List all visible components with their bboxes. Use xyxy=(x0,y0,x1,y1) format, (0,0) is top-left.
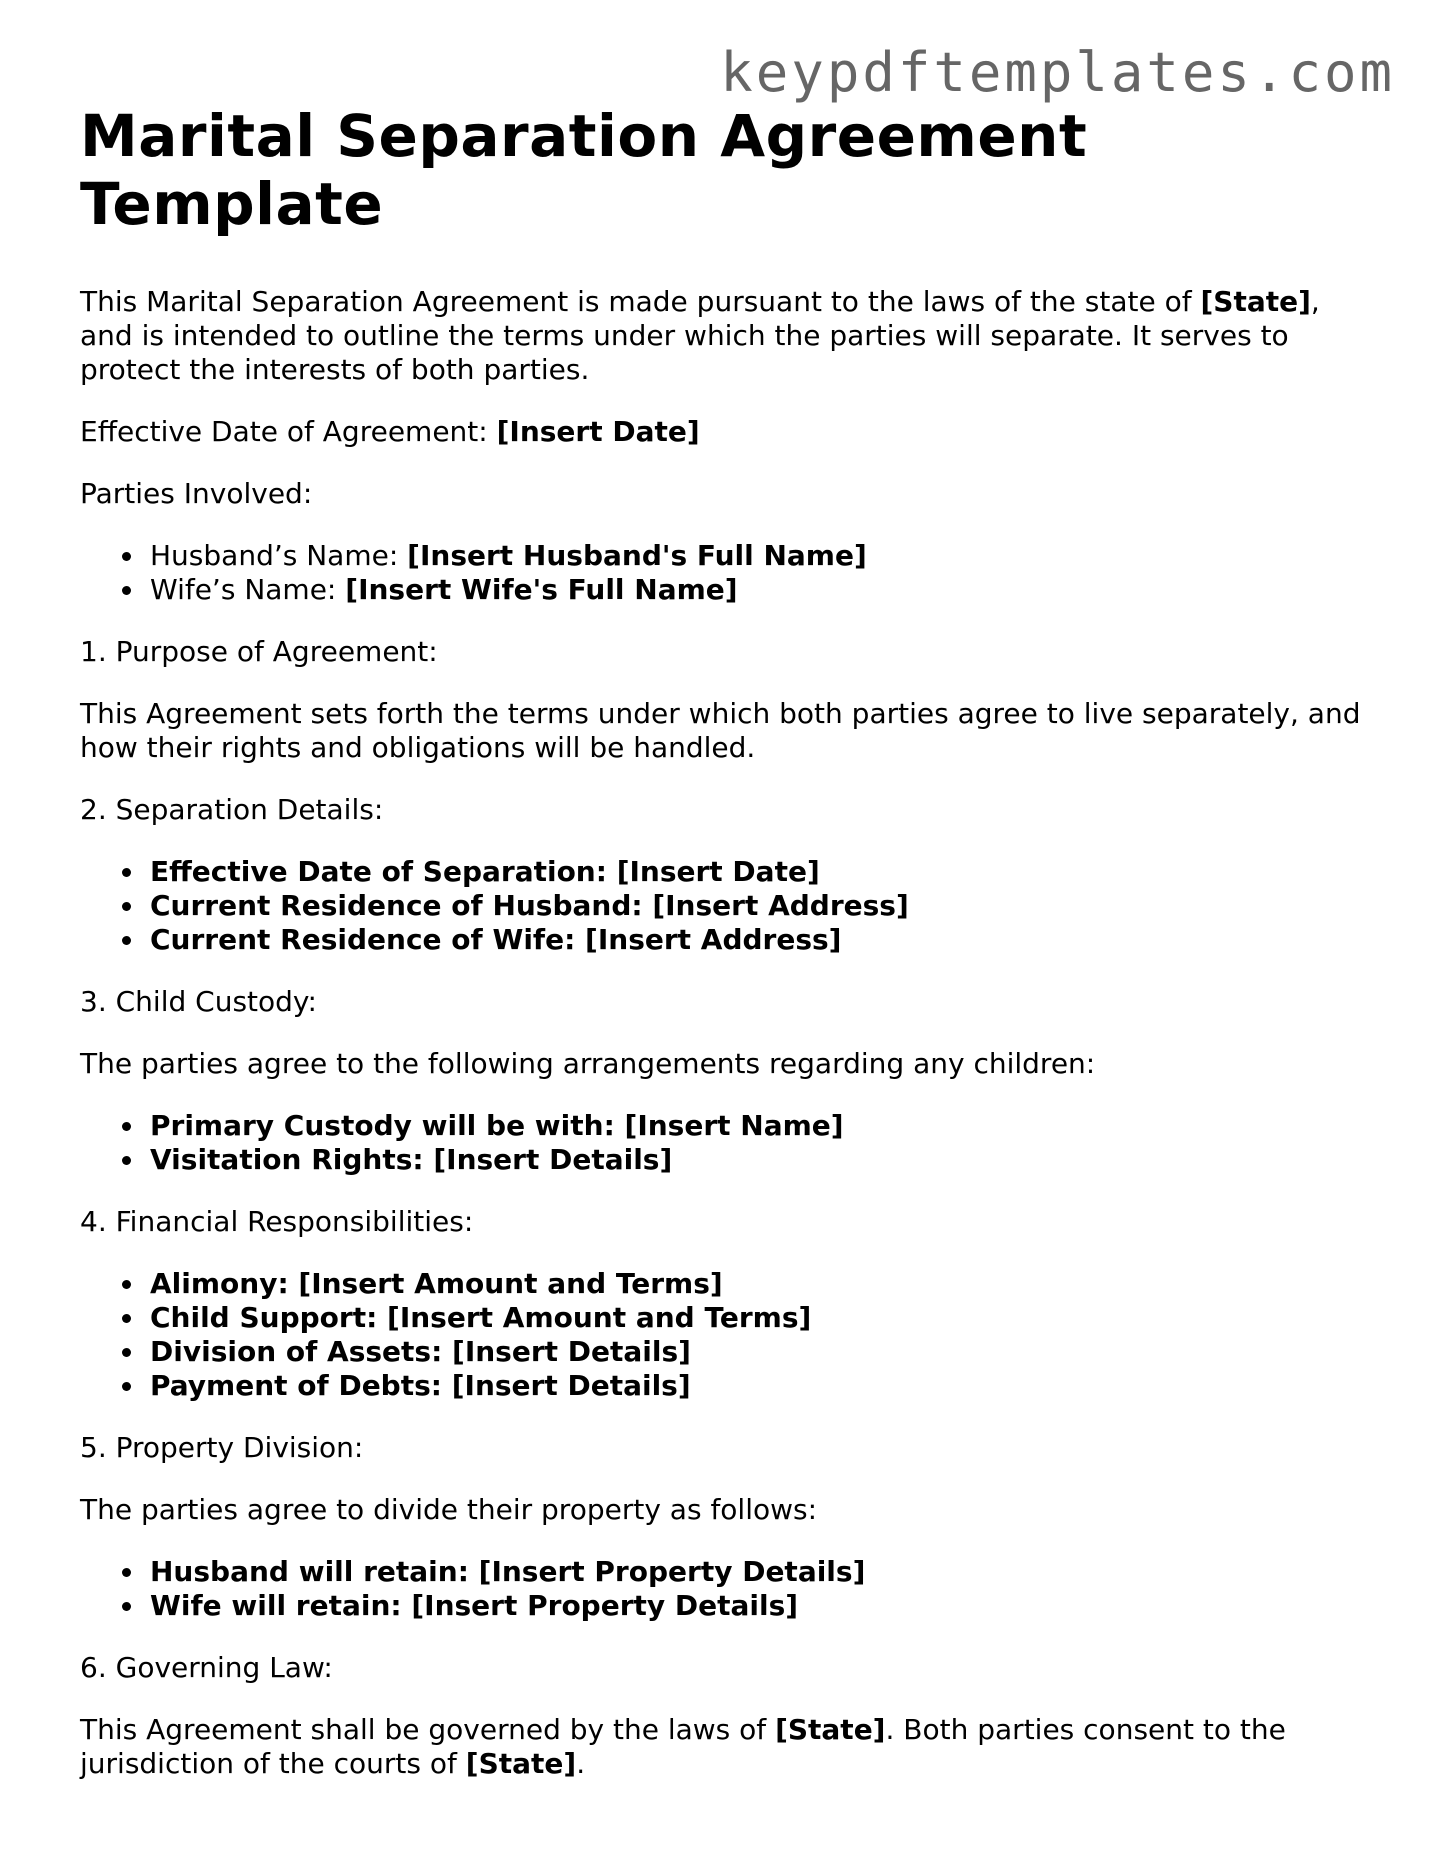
document-page xyxy=(80,102,1370,1809)
husband-label: Husband’s Name: xyxy=(150,539,408,572)
section-6-text-3: . xyxy=(576,1747,586,1780)
list-item: Husband will retain: [Insert Property Details] xyxy=(150,1555,1370,1589)
effective-date-line xyxy=(80,415,1370,449)
section-6-body xyxy=(80,1713,1370,1781)
list-item: Effective Date of Separation: [Insert Date] xyxy=(150,855,1370,889)
list-item: Alimony: [Insert Amount and Terms] xyxy=(150,1267,1370,1301)
section-6-state-1: [State] xyxy=(775,1713,886,1746)
intro-text-before: This Marital Separation Agreement is made pursuant to the laws of the state of xyxy=(80,285,1201,318)
wife-label: Wife’s Name: xyxy=(150,573,346,606)
section-5-body: The parties agree to divide their property as follows: xyxy=(80,1493,818,1526)
section-4-heading: 4. Financial Responsibilities: xyxy=(80,1205,474,1238)
list-item: Primary Custody will be with: [Insert Name] xyxy=(150,1109,1370,1143)
intro-state-placeholder: [State] xyxy=(1200,285,1311,318)
section-3-heading: 3. Child Custody: xyxy=(80,985,317,1018)
watermark: keypdftemplates.com xyxy=(720,41,1395,104)
section-2-heading: 2. Separation Details: xyxy=(80,793,384,826)
parties-heading: Parties Involved: xyxy=(80,477,313,510)
list-item: Child Support: [Insert Amount and Terms] xyxy=(150,1301,1370,1335)
section-6-heading: 6. Governing Law: xyxy=(80,1651,333,1684)
list-item: Wife will retain: [Insert Property Details] xyxy=(150,1589,1370,1623)
section-6-state-2: [State] xyxy=(465,1747,577,1780)
effective-date-value: [Insert Date] xyxy=(496,415,700,448)
section-3-list xyxy=(80,1109,1370,1177)
list-item: Visitation Rights: [Insert Details] xyxy=(150,1143,1370,1177)
list-item: Current Residence of Wife: [Insert Address] xyxy=(150,923,1370,957)
section-6-text-1: This Agreement shall be governed by the laws of xyxy=(80,1713,776,1746)
section-3-body: The parties agree to the following arrangements regarding any children: xyxy=(80,1047,1096,1080)
section-5-heading: 5. Property Division: xyxy=(80,1431,364,1464)
list-item: Payment of Debts: [Insert Details] xyxy=(150,1369,1370,1403)
section-6-text-2: . Both parties consent to the jurisdiction of the courts of xyxy=(80,1713,1286,1780)
section-5-list xyxy=(80,1555,1370,1623)
section-2-list xyxy=(80,855,1370,957)
parties-list xyxy=(80,539,1370,607)
list-item: Current Residence of Husband: [Insert Address] xyxy=(150,889,1370,923)
section-4-list xyxy=(80,1267,1370,1403)
intro-text-after: , and is intended to outline the terms under which the parties will separate. It serves to protect the interests of both parties. xyxy=(80,285,1320,386)
document-title: Marital Separation Agreement Template xyxy=(80,102,1088,238)
list-item: Division of Assets: [Insert Details] xyxy=(150,1335,1370,1369)
section-1-body: This Agreement sets forth the terms under which both parties agree to live separately, and how their rights and obligations will be handled. xyxy=(80,697,1361,764)
husband-value: [Insert Husband's Full Name] xyxy=(407,539,867,572)
intro-paragraph xyxy=(80,285,1370,387)
list-item-wife xyxy=(150,573,1370,607)
list-item-husband xyxy=(150,539,1370,573)
effective-date-label: Effective Date of Agreement: xyxy=(80,415,497,448)
wife-value: [Insert Wife's Full Name] xyxy=(345,573,738,606)
section-1-heading: 1. Purpose of Agreement: xyxy=(80,635,438,668)
